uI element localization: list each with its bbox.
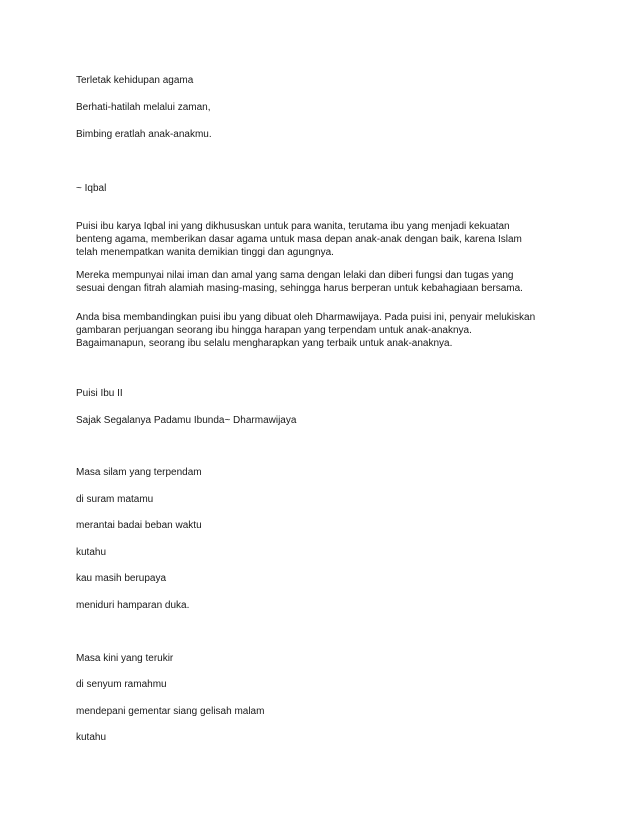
poem-line: meniduri hamparan duka. [76,600,190,611]
poem-line: merantai badai beban waktu [76,520,202,531]
poem-line: kutahu [76,547,107,558]
poem-line: Berhati-hatilah melalui zaman, [76,102,211,113]
paragraph-line: gambaran perjuangan seorang ibu hingga harapan yang terpendam untuk anak-anaknya. [76,325,472,336]
poem-line: kutahu [76,732,107,743]
paragraph-line: Mereka mempunyai nilai iman dan amal yang sama dengan lelaki dan diberi fungsi dan tugas yang [76,270,514,281]
poem-line: Bimbing eratlah anak-anakmu. [76,129,212,140]
poem-line: Terletak kehidupan agama [76,75,194,86]
paragraph-line: Puisi ibu karya Iqbal ini yang dikhususkan untuk para wanita, terutama ibu yang menjadi kekuatan [76,221,510,232]
paragraph-line: benteng agama, memberikan dasar agama untuk masa depan anak-anak dengan baik, karena Islam [76,234,522,245]
body-paragraph [76,269,566,295]
poem-line: di senyum ramahmu [76,679,167,690]
poem-line: Masa kini yang terukir [76,653,174,664]
poem-line: di suram matamu [76,494,154,505]
paragraph-line: Anda bisa membandingkan puisi ibu yang dibuat oleh Dharmawijaya. Pada puisi ini, penyair melukiskan [76,312,536,323]
paragraph-line: Bagaimanapun, seorang ibu selalu mengharapkan yang terbaik untuk anak-anaknya. [76,338,453,349]
section-title: Puisi Ibu II [76,388,123,399]
paragraph-line: sesuai dengan fitrah alamiah masing-masing, sehingga harus berperan untuk kebahagiaan bersama. [76,283,523,294]
paragraph-line: telah menempatkan wanita demikian tinggi dan agungnya. [76,247,334,258]
body-paragraph [76,220,566,259]
poem-attribution: ~ Iqbal [76,183,107,194]
body-paragraph [76,311,566,350]
poem-line: Masa silam yang terpendam [76,467,202,478]
poem-line: mendepani gementar siang gelisah malam [76,706,265,717]
poem-line: kau masih berupaya [76,573,167,584]
section-subtitle: Sajak Segalanya Padamu Ibunda~ Dharmawijaya [76,415,297,426]
